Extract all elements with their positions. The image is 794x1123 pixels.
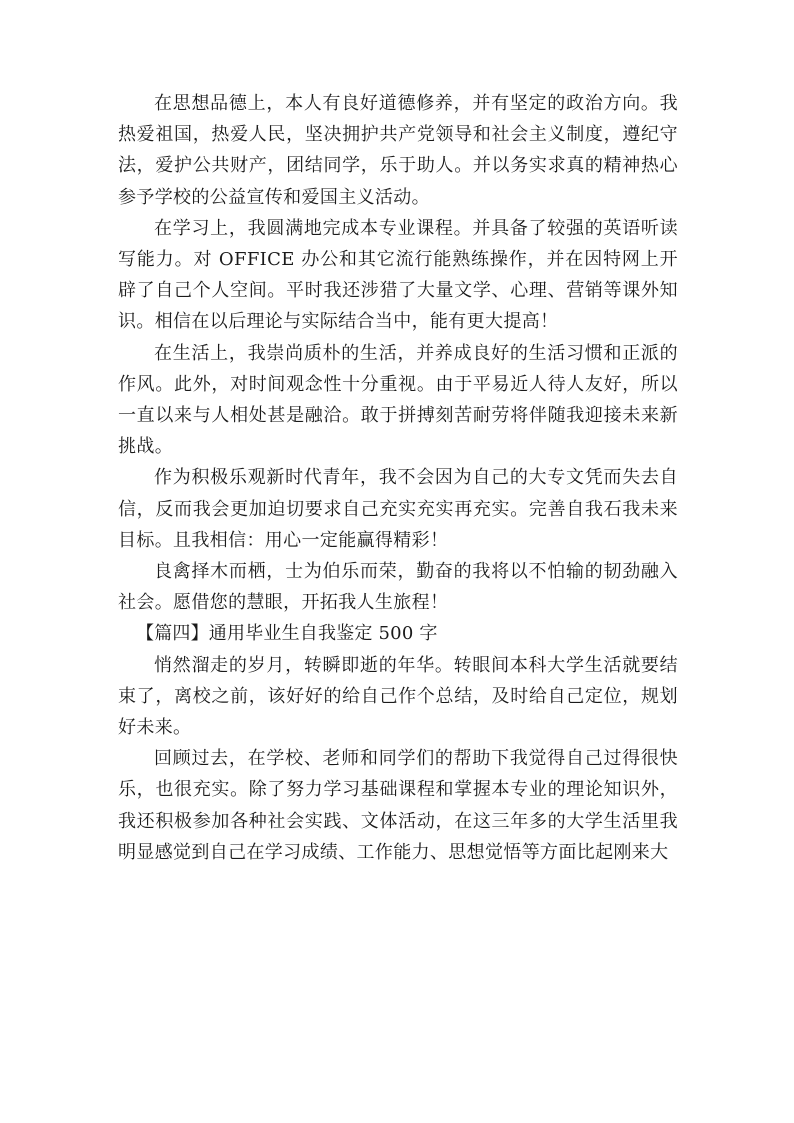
document-page — [118, 88, 678, 868]
paragraph-confidence: 作为积极乐观新时代青年，我不会因为自己的大专文凭而失去自信，反而我会更加迫切要求自己充实充实再充实。完善自我石我未来目标。且我相信：用心一定能赢得精彩！ — [118, 467, 678, 551]
paragraph-review: 回顾过去，在学校、老师和同学们的帮助下我觉得自己过得很快乐，也很充实。除了努力学习基础课程和掌握本专业的理论知识外，我还积极参加各种社会实践、文体活动，在这三年多的大学生活里我明显感觉到自己在学习成绩、工作能力、思想觉悟等方面比起刚来大 — [118, 748, 678, 863]
paragraph-moral: 在思想品德上，本人有良好道德修养，并有坚定的政治方向。我热爱祖国，热爱人民，坚决拥护共产党领导和社会主义制度，遵纪守法，爱护公共财产，团结同学，乐于助人。并以务实求真的精神热心参予学校的公益宣传和爱国主义活动。 — [118, 93, 678, 208]
paragraph-life: 在生活上，我崇尚质朴的生活，并养成良好的生活习惯和正派的作风。此外，对时间观念性十分重视。由于平易近人待人友好，所以一直以来与人相处甚是融洽。敢于拼搏刻苦耐劳将伴随我迎接未来新挑战。 — [118, 342, 678, 458]
paragraph-closing: 良禽择木而栖，士为伯乐而荣，勤奋的我将以不怕输的韧劲融入社会。愿借您的慧眼，开拓我人生旅程！ — [118, 561, 678, 614]
section-heading: 【篇四】通用毕业生自我鉴定 500 字 — [136, 623, 438, 645]
paragraph-study: 在学习上，我圆满地完成本专业课程。并具备了较强的英语听读写能力。对 OFFICE 办公和其它流行能熟练操作，并在因特网上开辟了自己个人空间。平时我还涉猎了大量文学、心理、营销等课外知识。相信在以后理论与实际结合当中，能有更大提高！ — [118, 217, 678, 333]
paragraph-intro: 悄然溜走的岁月，转瞬即逝的年华。转眼间本科大学生活就要结束了，离校之前，该好好的给自己作个总结，及时给自己定位，规划好未来。 — [118, 654, 678, 739]
